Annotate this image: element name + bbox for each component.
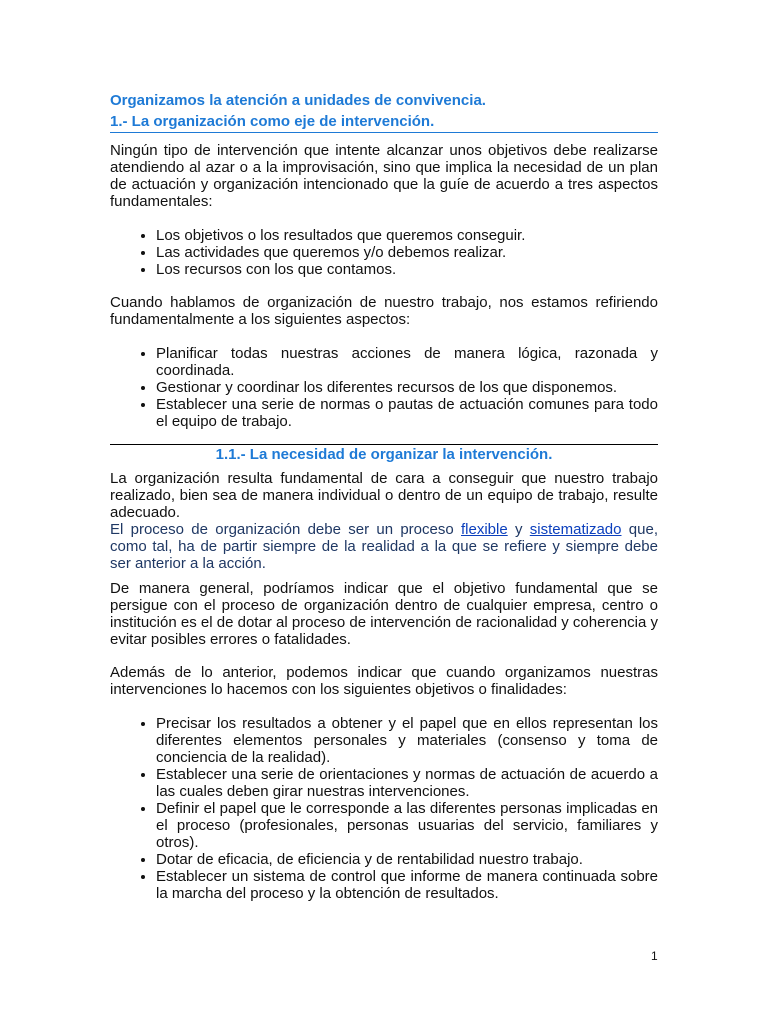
subsection-heading: 1.1.- La necesidad de organizar la intervención. xyxy=(110,444,658,463)
list-item: • Establecer una serie de normas o pautas de actuación comunes para todo el equipo de trabajo. xyxy=(156,396,658,430)
process-text-2: y xyxy=(507,521,530,538)
link-sistematizado[interactable]: sistematizado xyxy=(529,521,622,538)
paragraph-general-objective: De manera general, podríamos indicar que el objetivo fundamental que se persigue con el proceso de organización dentro de cualquier empresa, centro o institución es el de dotar al proceso de intervención de racionalidad y coherencia y evitar posibles errores o fatalidades. xyxy=(110,580,658,648)
list-item: • Establecer una serie de orientaciones y normas de actuación de acuerdo a las cuales deben girar nuestras intervenciones. xyxy=(156,766,658,800)
paragraph-necessity: La organización resulta fundamental de cara a conseguir que nuestro trabajo realizado, bien sea de manera individual o dentro de un equipo de trabajo, resulte adecuado. xyxy=(110,470,658,521)
list-organization-aspects xyxy=(110,345,658,430)
list-item: • Precisar los resultados a obtener y el papel que en ellos representan los diferentes elementos personales y materiales (consenso y toma de conciencia de la realidad). xyxy=(156,715,658,766)
page-number: 1 xyxy=(651,949,658,963)
list-item: • Los objetivos o los resultados que queremos conseguir. xyxy=(156,227,658,244)
list-item: • Planificar todas nuestras acciones de manera lógica, razonada y coordinada. xyxy=(156,345,658,379)
main-heading: Organizamos la atención a unidades de convivencia. xyxy=(110,92,486,109)
list-objectives xyxy=(110,715,658,902)
list-item: • Dotar de eficacia, de eficiencia y de rentabilidad nuestro trabajo. xyxy=(156,851,658,868)
paragraph-intro: Ningún tipo de intervención que intente alcanzar unos objetivos debe realizarse atendiendo al azar o a la improvisación, sino que implica la necesidad de un plan de actuación y organización intencionado que la guíe de acuerdo a tres aspectos fundamentales: xyxy=(110,142,658,210)
paragraph-objectives: Además de lo anterior, podemos indicar que cuando organizamos nuestras intervenciones lo hacemos con los siguientes objetivos o finalidades: xyxy=(110,664,658,698)
list-item: • Establecer un sistema de control que informe de manera continuada sobre la marcha del proceso y la obtención de resultados. xyxy=(156,868,658,902)
paragraph-organization: Cuando hablamos de organización de nuestro trabajo, nos estamos refiriendo fundamentalmente a los siguientes aspectos: xyxy=(110,294,658,328)
paragraph-process xyxy=(110,521,658,572)
list-fundamental-aspects xyxy=(110,227,658,278)
link-flexible[interactable]: flexible xyxy=(461,521,508,538)
process-text-3: que, como tal, ha de partir siempre de la realidad a la que se refiere y siempre debe ser anterior a la acción. xyxy=(110,521,658,572)
list-item: • Las actividades que queremos y/o debemos realizar. xyxy=(156,244,658,261)
list-item: • Definir el papel que le corresponde a las diferentes personas implicadas en el proceso (profesionales, personas usuarias del servicio, familiares y otros). xyxy=(156,800,658,851)
list-item: • Gestionar y coordinar los diferentes recursos de los que disponemos. xyxy=(156,379,658,396)
list-item: • Los recursos con los que contamos. xyxy=(156,261,658,278)
process-text-1: El proceso de organización debe ser un proceso xyxy=(110,521,461,538)
section-heading: 1.- La organización como eje de intervención. xyxy=(110,113,658,133)
document-page xyxy=(110,92,658,902)
